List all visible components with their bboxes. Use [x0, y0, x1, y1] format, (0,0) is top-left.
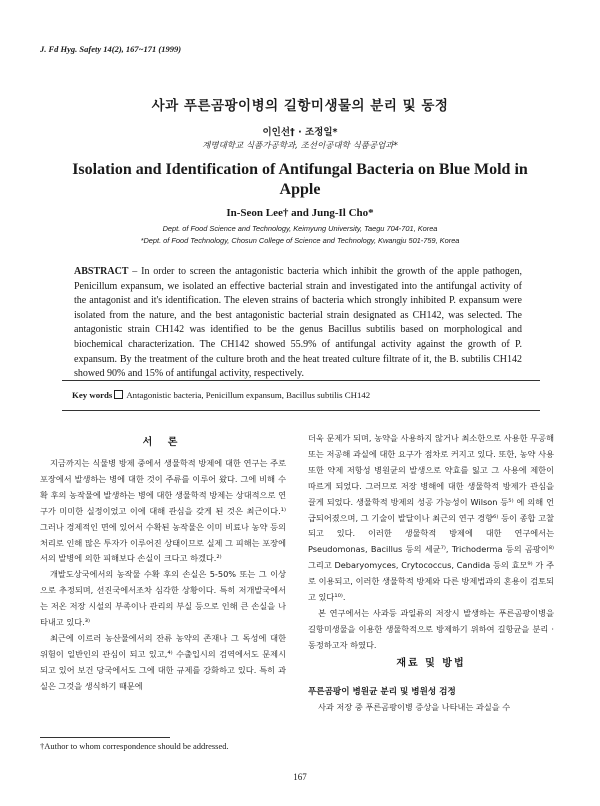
page-number: 167 [293, 772, 307, 782]
journal-citation: J. Fd Hyg. Safety 14(2), 167~171 (1999) [40, 44, 182, 54]
intro-paragraph-2: 개발도상국에서의 농작물 수확 후의 손실은 5-50% 또는 그 이상으로 추정되며, 선진국에서조차 심각한 상황이다. 특히 저개발국에서는 저온 저장 시설의 부족이나 관리의 부실 등으로 인해 큰 손실을 나타내고 있다.³⁾ [40, 569, 286, 628]
methods-text: 사과 저장 중 푸른곰팡이병 증상을 나타내는 과실을 수 [318, 702, 511, 712]
english-affiliation-2: *Dept. of Food Technology, Chosun College of Science and Technology, Kwangju 501-759, Korea [140, 236, 460, 245]
checkbox-icon [114, 390, 123, 399]
keywords [72, 390, 370, 400]
abstract [74, 265, 522, 382]
right-column [308, 431, 554, 654]
intro-paragraph-3: 최근에 이르러 농산물에서의 잔류 농약의 존재나 그 독성에 대한 위험이 일반인의 관심이 되고 있고,⁴⁾ 수출입시의 검역에서도 문제시되고 있어 보건 당국에서도 그에 대한 규제를 강화하고 있다. 특히 과실은 그것을 생식하기 때문에 [40, 632, 286, 691]
intro-column [40, 456, 286, 695]
keywords-label: Key words [72, 390, 113, 400]
korean-title: 사과 푸른곰팡이병의 길항미생물의 분리 및 동정 [151, 98, 449, 114]
right-paragraph-1: 더욱 문제가 되며, 농약을 사용하지 않거나 최소한으로 사용한 무공해 또는 저공해 과실에 대한 요구가 점차로 커지고 있다. 또한, 농약 사용 또한 약제 저항성 병원균의 발생으로 약효를 잃고 그 사용에 제한이 따르게 되었다. 그러므로 저장 병해에 대한 생물학적 방제가 관심을 끌게 되었다. 생물학적 방제의 성공 가능성이 Wilson 등⁵⁾ 에 의해 언급되어졌으며, 그 기술이 발달이나 최근의 연구 경향⁶⁾ 등이 종합 고찰되고 있다. 이러한 생물학적 방제에 대한 연구에서는 Pseudomonas, Bacillus 등의 세균⁷⁾, Trichoderma 등의 곰팡이⁸⁾ 그리고 Debaryomyces, Crytococcus, Candida 등의 효모⁹⁾ 가 주로 이용되고, 이러한 생물학적 방제와 다른 방제법과의 혼용이 검토되고 있다¹⁰⁾. [308, 433, 554, 603]
footnote-rule [40, 737, 170, 738]
english-affiliation-1: Dept. of Food Science and Technology, Keimyung University, Taegu 704-701, Korea [162, 224, 438, 233]
korean-affiliation: 계명대학교 식품가공학과, 조선이공대학 식품공업과* [202, 141, 398, 151]
divider-bottom [62, 410, 540, 411]
keywords-text: Antagonistic bacteria, Penicillum expansum, Bacillus subtilis CH142 [126, 390, 371, 400]
intro-heading: 서 론 [142, 437, 184, 448]
korean-authors: 이인선† · 조정일* [262, 127, 338, 138]
abstract-heading: ABSTRACT [74, 266, 129, 277]
methods-heading: 재료 및 방법 [396, 658, 466, 669]
intro-paragraph-1: 지금까지는 식물병 방제 중에서 생물학적 방제에 대한 연구는 주로 포장에서 발생하는 병에 대한 것이 주류를 이루어 왔다. 그에 비해 수확 후의 농작물에 발생하는 병에 대한 생물학적 방제는 상대적으로 연구가 미미한 실정이었고 이에 대해 관심을 갖게 된 것은 최근이다.¹⁾ 그러나 경제적인 면에 있어서 수확된 농작물은 이미 비료나 농약 등의 처리로 인해 많은 투자가 이루어진 상태이므로 실제 그 피해는 포장에서의 발병에 의한 피해보다 손실이 크다고 하겠다.²⁾ [40, 458, 286, 564]
footnote: †Author to whom correspondence should be addressed. [40, 741, 229, 751]
divider-top [62, 380, 540, 381]
english-authors: In-Seon Lee† and Jung-Il Cho* [226, 207, 374, 219]
abstract-text: – In order to screen the antagonistic bacteria which inhibit the growth of the apple pathogen, Penicillum expansum, we isolated an effective bacterial strain and investigated into the antifungal activity of the antagonist and it's identification. The eleven strains of bacteria which strongly inhibited P. expansum were isolated from the nature, and the best antagonistic bacterial strain designated as CH142, was selected. The antagonistic strain CH142 was identified to be the genus Bacillus subtilis based on morphological and biochemical characterization. The CH142 showed 55.9% of antifungal activity against the growth of P. expansum. By the treatment of the culture broth and the heat treated culture filtrate of it, the B. subtilis CH142 showed 90% and 15% of antifungal activity, respectively. [74, 266, 522, 380]
english-title: Isolation and Identification of Antifungal Bacteria on Blue Mold in Apple [72, 161, 528, 198]
methods-subheading: 푸른곰팡이 병원균 분리 및 병원성 검정 [308, 687, 456, 697]
right-paragraph-2: 본 연구에서는 사과등 과일류의 저장시 발생하는 푸른곰팡이병을 길항미생물을 이용한 생물학적으로 방제하기 위하여 길항균을 분리 · 동정하고자 하였다. [308, 607, 554, 650]
